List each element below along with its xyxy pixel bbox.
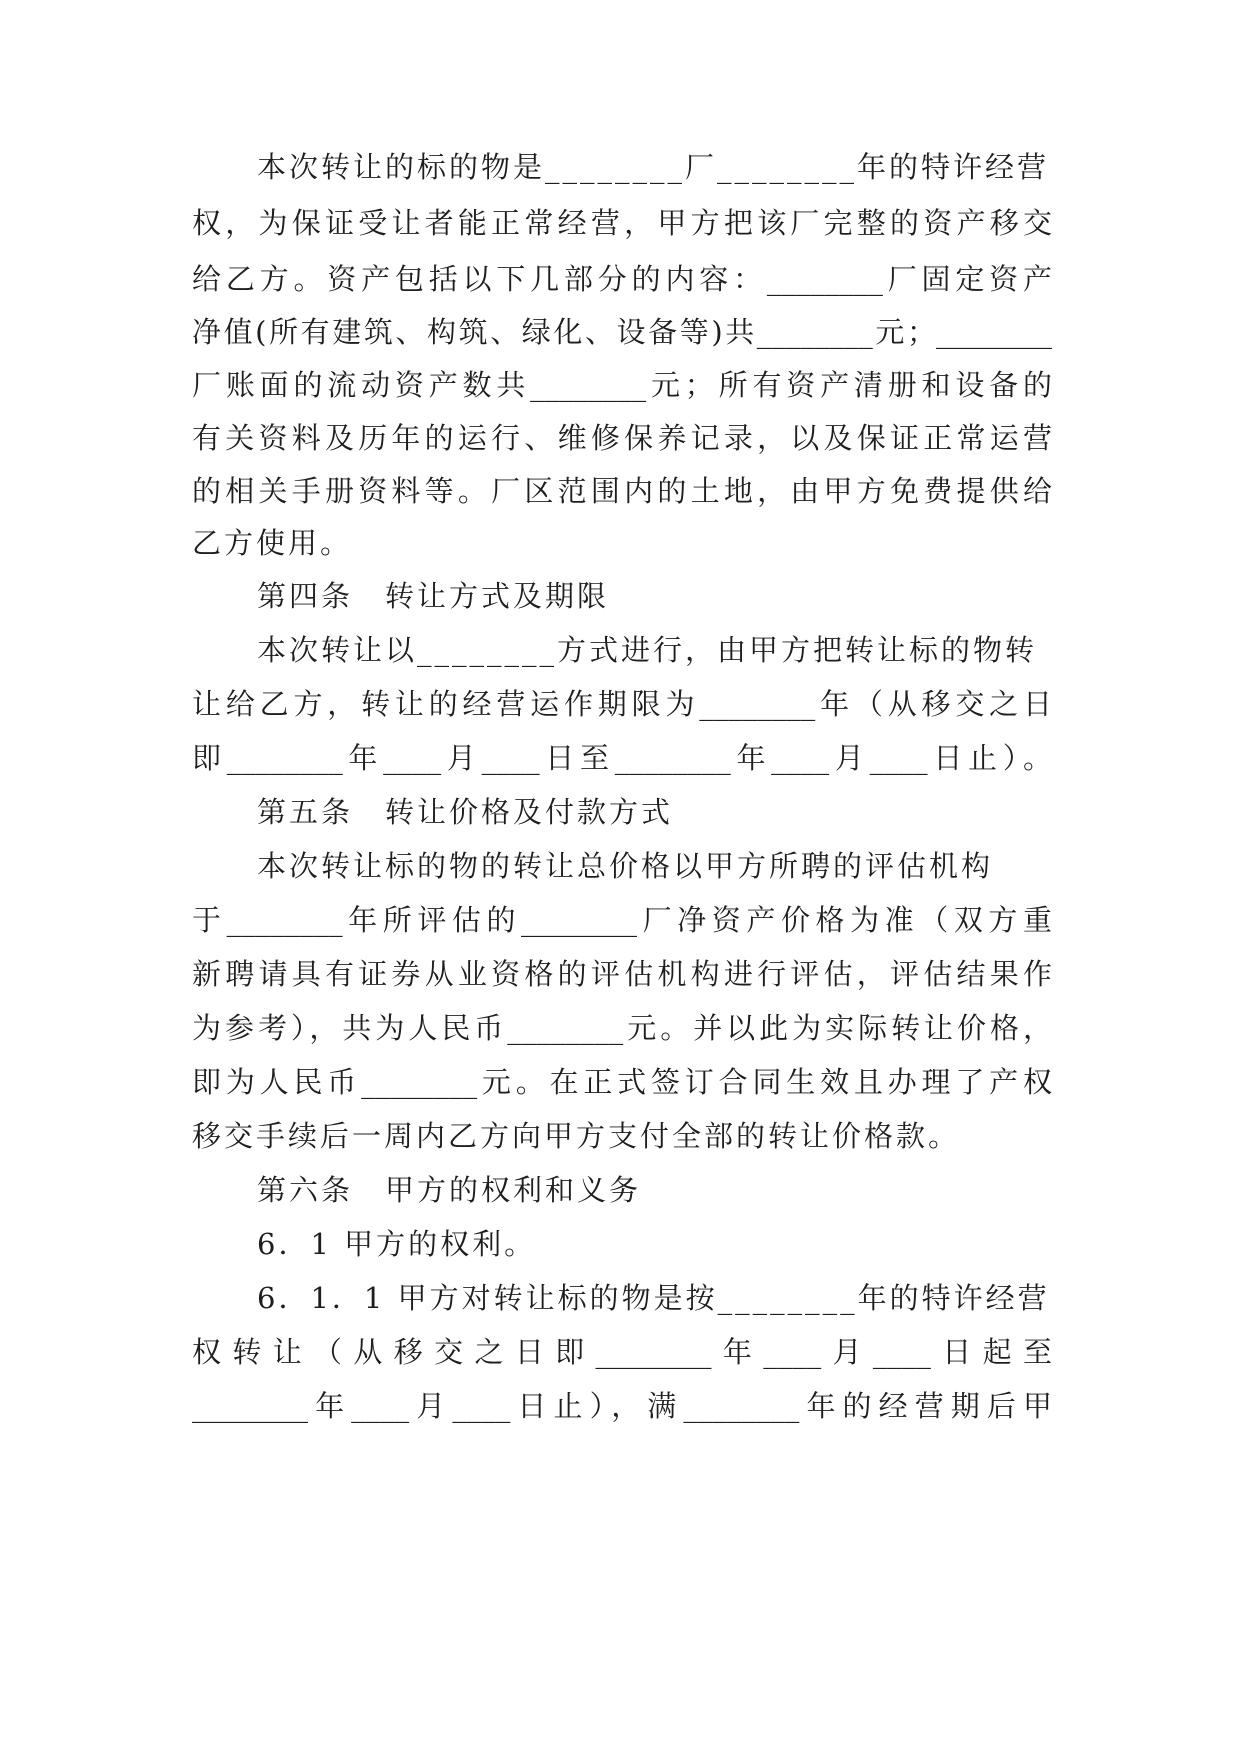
paragraph-line: 本次转让以________方式进行，由甲方把转让标的物转 [257,633,1038,667]
paragraph-line: 让给乙方，转让的经营运作期限为________年（从移交之日 [192,687,1052,721]
paragraph-line: 移交手续后一周内乙方向甲方支付全部的转让价格款。 [192,1119,961,1153]
paragraph-line: 本次转让的标的物是________厂________年的特许经营 [257,150,1050,184]
paragraph-line: 的相关手册资料等。厂区范围内的土地，由甲方免费提供给 [192,474,1052,508]
paragraph-line: 权转让（从移交之日即________年____月____日起至 [192,1335,1052,1369]
paragraph-line: 净值(所有建筑、构筑、绿化、设备等)共________元；________ [192,315,1052,349]
article-heading: 第四条 转让方式及期限 [257,579,610,613]
paragraph-line: 权，为保证受让者能正常经营，甲方把该厂完整的资产移交 [192,206,1052,240]
paragraph-line: 即为人民币________元。在正式签订合同生效且办理了产权 [192,1065,1052,1099]
paragraph-line: 厂账面的流动资产数共________元；所有资产清册和设备的 [192,368,1052,402]
paragraph-line: 于________年所评估的________厂净资产价格为准（双方重 [192,903,1052,937]
paragraph-line: ________年____月____日止），满________年的经营期后甲 [192,1389,1052,1423]
paragraph-line: 新聘请具有证券从业资格的评估机构进行评估，评估结果作 [192,957,1052,991]
paragraph-line: 6．1．1 甲方对转让标的物是按________年的特许经营 [257,1281,1050,1315]
article-heading: 第六条 甲方的权利和义务 [257,1173,642,1207]
paragraph-line: 本次转让标的物的转让总价格以甲方所聘的评估机构 [257,849,994,883]
paragraph-line: 给乙方。资产包括以下几部分的内容：________厂固定资产 [192,262,1052,296]
paragraph-line: 即________年____月____日至________年____月____日止）。 [192,741,1052,775]
paragraph-line: 为参考），共为人民币________元。并以此为实际转让价格， [192,1011,1052,1045]
paragraph-line: 乙方使用。 [192,526,353,560]
paragraph-line: 有关资料及历年的运行、维修保养记录，以及保证正常运营 [192,421,1052,455]
article-heading: 第五条 转让价格及付款方式 [257,795,674,829]
clause-heading: 6．1 甲方的权利。 [257,1227,537,1261]
